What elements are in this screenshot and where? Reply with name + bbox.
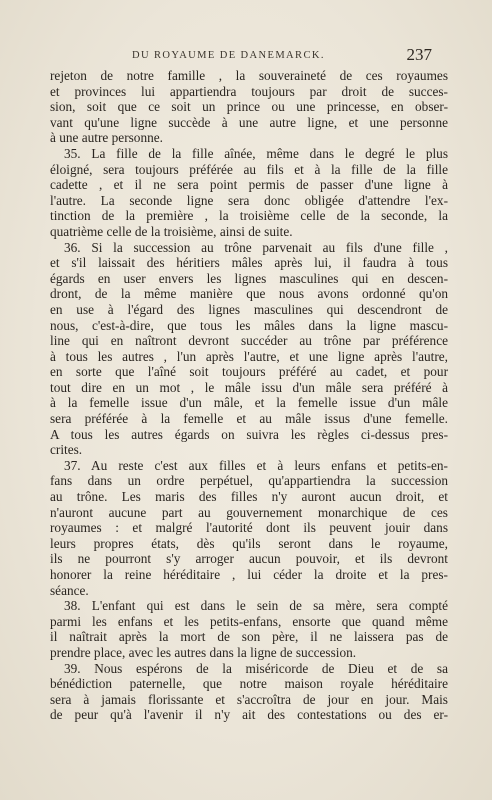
text-line: dront, de la même manière que nous avons ordonné qu'on	[50, 286, 448, 302]
text-line: 37. Au reste c'est aux filles et à leurs enfans et petits-en-	[64, 457, 448, 473]
running-title: DU ROYAUME DE DANEMARCK.	[132, 50, 325, 61]
text-line: n'auront aucune part au gouvernement monarchique de ces	[50, 504, 448, 520]
text-line: royaumes : et malgré l'autorité dont ils peuvent jouir dans	[50, 520, 448, 536]
text-line: parmi les enfans et les petits-enfans, ensorte que quand même	[50, 613, 448, 629]
text-line: 35. La fille de la fille aînée, même dans le degré le plus	[64, 145, 448, 161]
text-line: 36. Si la succession au trône parvenait au fils d'une fille ,	[64, 239, 448, 255]
text-line: sera à jamais florissante et s'accroîtra de jour en jour. Mais	[50, 691, 448, 707]
text-line: vant qu'une ligne succède à une autre ligne, et une personne	[50, 114, 448, 130]
text-line: tout dire en un mot , le mâle issu d'un mâle sera préféré à	[50, 379, 448, 395]
text-line: tinction de la première , la troisième celle de la seconde, la	[50, 208, 448, 224]
text-line: à tous les autres , l'un après l'autre, et une ligne après l'autre,	[50, 348, 448, 364]
text-line: line qui en naîtront devront succéder au trône par préférence	[50, 333, 448, 349]
text-line: éloigné, sera toujours préférée au fils et à la fille de la fille	[50, 161, 448, 177]
text-line: et provinces lui appartiendra toujours par droit de succes-	[50, 83, 448, 99]
text-line: prendre place, avec les autres dans la ligne de succession.	[50, 644, 357, 660]
text-line: ils ne pourront s'y arroger aucun pouvoir, et ils devront	[50, 551, 448, 567]
text-line: cadette , et il ne sera point permis de passer d'une ligne à	[50, 177, 448, 193]
text-line: séance.	[50, 582, 89, 598]
text-line: au trône. Les maris des filles n'y auront aucun droit, et	[50, 489, 448, 505]
text-line: fans dans un ordre perpétuel, qu'appartiendra la succession	[50, 473, 448, 489]
text-line: nous, c'est-à-dire, que tous les mâles dans la ligne mascu-	[50, 317, 448, 333]
text-line: il naîtrait après la mort de son père, il ne laissera pas de	[50, 629, 448, 645]
text-line: à une autre personne.	[50, 130, 163, 146]
text-line: à la femelle issue d'un mâle, et la femelle issue d'un mâle	[50, 395, 448, 411]
text-line: 38. L'enfant qui est dans le sein de sa mère, sera compté	[64, 598, 448, 614]
text-line: rejeton de notre famille , la souveraineté de ces royaumes	[50, 68, 448, 83]
text-line: crites.	[50, 442, 83, 458]
text-line: de peur qu'à l'avenir il n'y ait des contestations ou des er-	[50, 707, 448, 723]
text-line: bénédiction paternelle, que notre maison royale héréditaire	[50, 676, 448, 692]
text-line: et s'il laissait des héritiers mâles après lui, il faudra à tous	[50, 255, 448, 271]
text-line: sion, soit que ce soit un prince ou une princesse, en obser-	[50, 99, 448, 115]
body-text	[50, 68, 448, 723]
text-line: quatrième celle de la troisième, ainsi de suite.	[50, 223, 293, 239]
page-number: 237	[406, 45, 432, 64]
text-line: en use à l'égard des lignes masculines qui descendront de	[50, 301, 448, 317]
text-line: égards en user envers les lignes masculines qui en descen-	[50, 270, 448, 286]
text-line: sera préférée à la femelle et au mâle issus d'une femelle.	[50, 411, 448, 427]
text-line: honorer la reine héréditaire , lui céder la droite et la pres-	[50, 567, 448, 582]
text-line: l'autre. La seconde ligne sera donc obligée d'attendre l'ex-	[50, 192, 448, 208]
text-line: 39. Nous espérons de la miséricorde de Dieu et de sa	[64, 660, 448, 676]
text-line: en sorte que l'aîné soit toujours préféré au cadet, et pour	[50, 364, 448, 380]
page-header	[70, 47, 432, 67]
text-line: A tous les autres égards on suivra les règles ci-dessus pres-	[50, 426, 448, 442]
text-line: leurs propres états, dès qu'ils seront dans le royaume,	[50, 535, 448, 551]
